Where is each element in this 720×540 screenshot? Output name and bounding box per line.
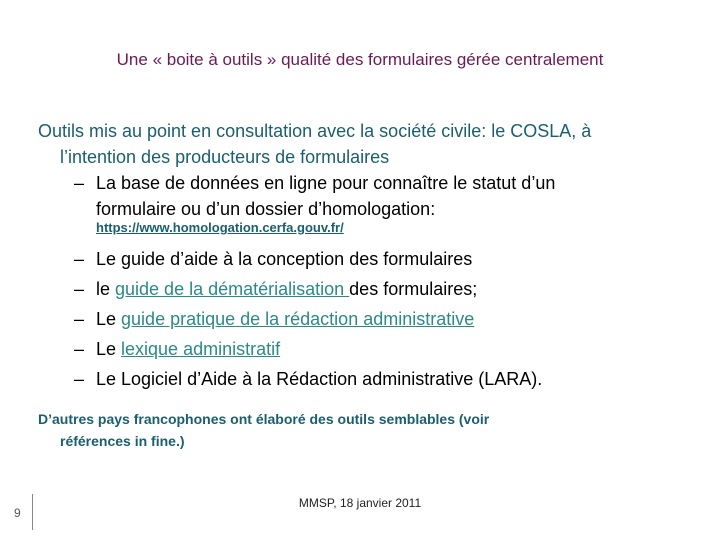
lexique-link[interactable]: lexique administratif (121, 339, 281, 359)
list-item-prefix: le (96, 279, 116, 299)
list-item-text: Le guide d’aide à la conception des formulaires (96, 249, 473, 269)
slide-title: Une « boite à outils » qualité des formulaires gérée centralement (116, 50, 604, 69)
database-item-line-2: formulaire ou d’un dossier d’homologation: (96, 199, 436, 219)
dematerialisation-guide-link[interactable]: guide de la dématérialisation (115, 279, 350, 299)
bullet-dash: – (74, 249, 85, 269)
list-item (74, 274, 674, 304)
list-item (74, 364, 674, 394)
slide-footer: MMSP, 18 janvier 2011 (298, 496, 422, 510)
page-number: 9 (14, 506, 21, 520)
intro-paragraph (38, 118, 668, 170)
bullet-dash: – (74, 369, 85, 389)
bullet-dash: – (74, 279, 85, 299)
bullet-dash: – (74, 173, 85, 193)
list-item-prefix: Le (96, 309, 122, 329)
closing-line-2: références in fine.) (60, 433, 185, 449)
list-item-text: Le Logiciel d’Aide à la Rédaction administrative (LARA). (96, 369, 543, 389)
intro-line-1: Outils mis au point en consultation avec la société civile: le COSLA, à (38, 121, 592, 141)
redaction-guide-link[interactable]: guide pratique de la rédaction administrative (121, 309, 475, 329)
database-item (74, 170, 634, 222)
database-item-line-1: La base de données en ligne pour connaître le statut d’un (96, 173, 556, 193)
list-item (74, 244, 674, 274)
list-item-prefix: Le (96, 339, 122, 359)
list-item (74, 304, 674, 334)
bullet-dash: – (74, 339, 85, 359)
closing-paragraph (38, 408, 638, 452)
bullet-dash: – (74, 309, 85, 329)
intro-line-2: l’intention des producteurs de formulaires (60, 147, 390, 167)
closing-line-1: D’autres pays francophones ont élaboré des outils semblables (voir (38, 411, 490, 427)
homologation-url-link[interactable]: https://www.homologation.cerfa.gouv.fr/ (96, 220, 344, 235)
tool-list (74, 244, 674, 394)
list-item (74, 334, 674, 364)
list-item-suffix: des formulaires; (349, 279, 478, 299)
